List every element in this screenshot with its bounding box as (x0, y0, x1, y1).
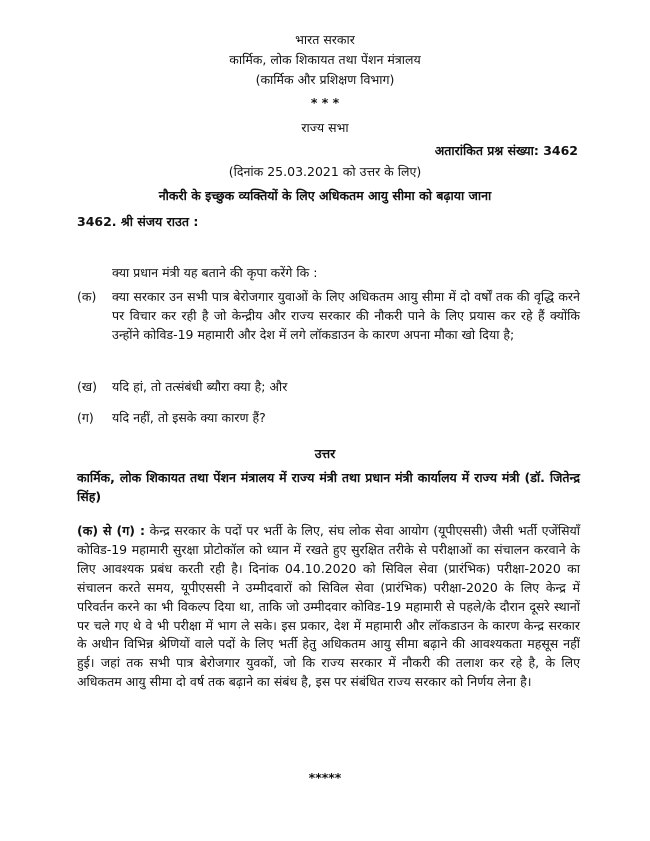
question-text: यदि नहीं, तो इसके क्या कारण हैं? (112, 410, 266, 425)
house-heading: राज्य सभा (301, 120, 349, 135)
question-text: यदि हां, तो तत्संबंधी ब्यौरा क्या है; और (112, 379, 288, 394)
department-heading: (कार्मिक और प्रशिक्षण विभाग) (255, 72, 395, 87)
answer-date: (दिनांक 25.03.2021 को उत्तर के लिए) (228, 164, 422, 179)
answer-text: केन्द्र सरकार के पदों पर भर्ती के लिए, संघ लोक सेवा आयोग (यूपीएससी) जैसी भर्ती एजेंसियाँ कोविड-19 महामारी सुरक्षा प्रोटोकॉल को ध्यान में रखते हुए सुरक्षित तरीके से परीक्षाओं का संचालन करवाने के लिए आवश्यक प्रबंध करती रही है। दिनांक 04.10.2020 को सिविल सेवा (प्रारंभिक) परीक्षा-2020 का संचालन करते समय, यूपीएससी ने उम्मीदवारों को सिविल सेवा (प्रारंभिक) परीक्षा-2020 के लिए केन्द्र में परिवर्तन करने का भी विकल्प दिया था, ताकि जो उम्मीदवार कोविड-19 महामारी से पहले/के दौरान दूसरे स्थानों पर चले गए थे वे भी परीक्षा में भाग ले सके। इस प्रकार, देश में महामारी और लॉकडाउन के कारण केन्द्र सरकार के अधीन विभिन्न श्रेणियों वाले पदों के लिए भर्ती हेतु अधिकतम आयु सीमा बढ़ाने की आवश्यकता महसूस नहीं हुई। जहां तक सभी पात्र बेरोजगार युवकों, जो कि राज्य सरकार में नौकरी की तलाश कर रहे है, के लिए अधिकतम आयु सीमा दो वर्ष तक बढ़ाने का संबंध है, इस पर संबंधित राज्य सरकार को निर्णय लेना है। (77, 523, 581, 690)
question-label: (ख) (77, 379, 97, 394)
stars-separator: * * * (310, 95, 340, 110)
government-heading: भारत सरकार (295, 32, 355, 47)
question-label: (ग) (77, 410, 94, 425)
asked-by: 3462. श्री संजय राउत : (77, 214, 199, 229)
answer-label: (क) से (ग) : (77, 523, 146, 538)
end-marker: ***** (308, 770, 342, 785)
answer-heading: उत्तर (314, 446, 336, 461)
question-intro: क्या प्रधान मंत्री यह बताने की कृपा करेंगे कि : (112, 265, 318, 280)
question-text: क्या सरकार उन सभी पात्र बेरोजगार युवाओं के लिए अधिकतम आयु सीमा में दो वर्षों तक की वृद्धि करने पर विचार कर रही है जो केन्द्रीय और राज्य सरकार की नौकरी पाने के लिए प्रयास कर रहे हैं क्योंकि उन्होंने कोविड-19 महामारी और देश में लगे लॉकडाउन के कारण अपना मौका खो दिया है; (112, 289, 580, 342)
question-label: (क) (77, 289, 97, 304)
question-subject: नौकरी के इच्छुक व्यक्तियों के लिए अधिकतम आयु सीमा को बढ़ाया जाना (158, 188, 492, 203)
ministry-heading: कार्मिक, लोक शिकायत तथा पेंशन मंत्रालय (229, 52, 421, 67)
question-number: अतारांकित प्रश्न संख्या: 3462 (434, 143, 578, 158)
answer-paragraph (77, 522, 580, 692)
minister-name: कार्मिक, लोक शिकायत तथा पेंशन मंत्रालय में राज्य मंत्री तथा प्रधान मंत्री कार्यालय में राज्य मंत्री (डॉ. जितेन्द्र सिंह) (77, 470, 580, 504)
